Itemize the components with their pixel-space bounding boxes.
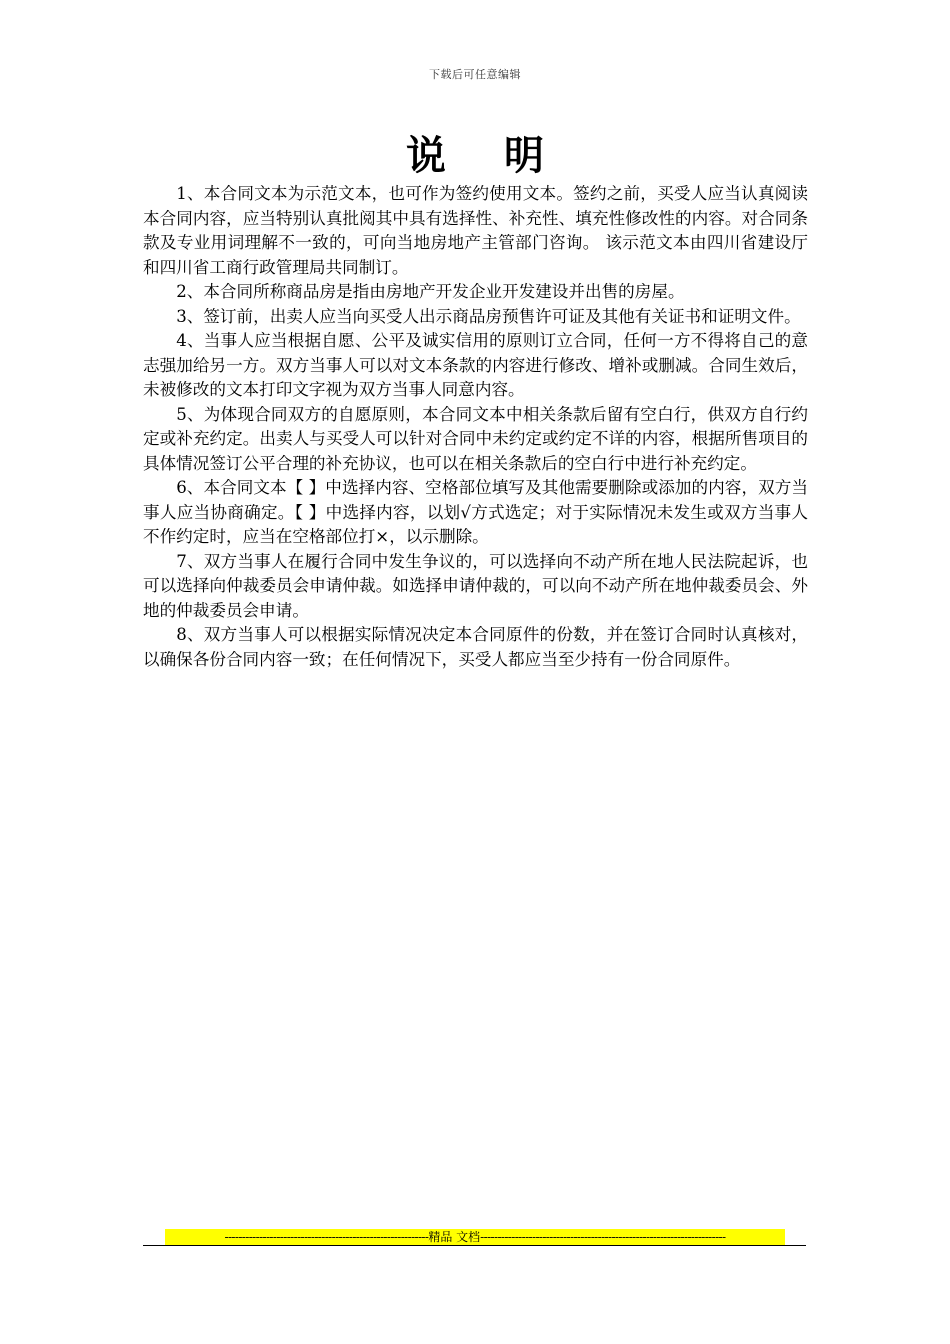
- paragraph-8: 8、双方当事人可以根据实际情况决定本合同原件的份数，并在签订合同时认真核对，以确保各份合同内容一致；在任何情况下，买受人都应当至少持有一份合同原件。: [143, 625, 808, 669]
- footer-watermark: [165, 1229, 785, 1245]
- footer-dashes-left: -----------------------------------------------------------: [224, 1230, 429, 1244]
- header-note: 下载后可任意编辑: [429, 68, 521, 81]
- footer-label: 精品 文档: [428, 1230, 481, 1244]
- paragraph-3: 3、签订前，出卖人应当向买受人出示商品房预售许可证及其他有关证书和证明文件。: [176, 306, 801, 326]
- paragraph-4: 4、当事人应当根据自愿、公平及诚实信用的原则订立合同，任何一方不得将自己的意志强加给另一方。双方当事人可以对文本条款的内容进行修改、增补或删减。合同生效后，未被修改的文本打印文字视为双方当事人同意内容。: [143, 331, 808, 399]
- footer-rule: [143, 1245, 806, 1246]
- document-title: 说明: [406, 132, 602, 179]
- paragraph-6: 6、本合同文本【 】中选择内容、空格部位填写及其他需要删除或添加的内容，双方当事人应当协商确定。【 】中选择内容，以划√方式选定；对于实际情况未发生或双方当事人不作约定时，应当在空格部位打×，以示删除。: [143, 478, 808, 546]
- paragraph-1: 1、本合同文本为示范文本，也可作为签约使用文本。签约之前，买受人应当认真阅读本合同内容，应当特别认真批阅其中具有选择性、补充性、填充性修改性的内容。对合同条款及专业用词理解不一致的，可向当地房地产主管部门咨询。 该示范文本由四川省建设厅和四川省工商行政管理局共同制订。: [143, 184, 808, 277]
- paragraph-7: 7、双方当事人在履行合同中发生争议的，可以选择向不动产所在地人民法院起诉，也可以选择向仲裁委员会申请仲裁。如选择申请仲裁的，可以向不动产所在地仲裁委员会、外地的仲裁委员会申请。: [143, 551, 808, 620]
- document-body: [143, 182, 808, 672]
- footer-dashes-right: -----------------------------------------------------------------------: [480, 1230, 726, 1244]
- paragraph-5: 5、为体现合同双方的自愿原则，本合同文本中相关条款后留有空白行，供双方自行约定或补充约定。出卖人与买受人可以针对合同中未约定或约定不详的内容，根据所售项目的具体情况签订公平合理的补充协议，也可以在相关条款后的空白行中进行补充约定。: [143, 404, 808, 473]
- paragraph-2: 2、本合同所称商品房是指由房地产开发企业开发建设并出售的房屋。: [176, 282, 685, 301]
